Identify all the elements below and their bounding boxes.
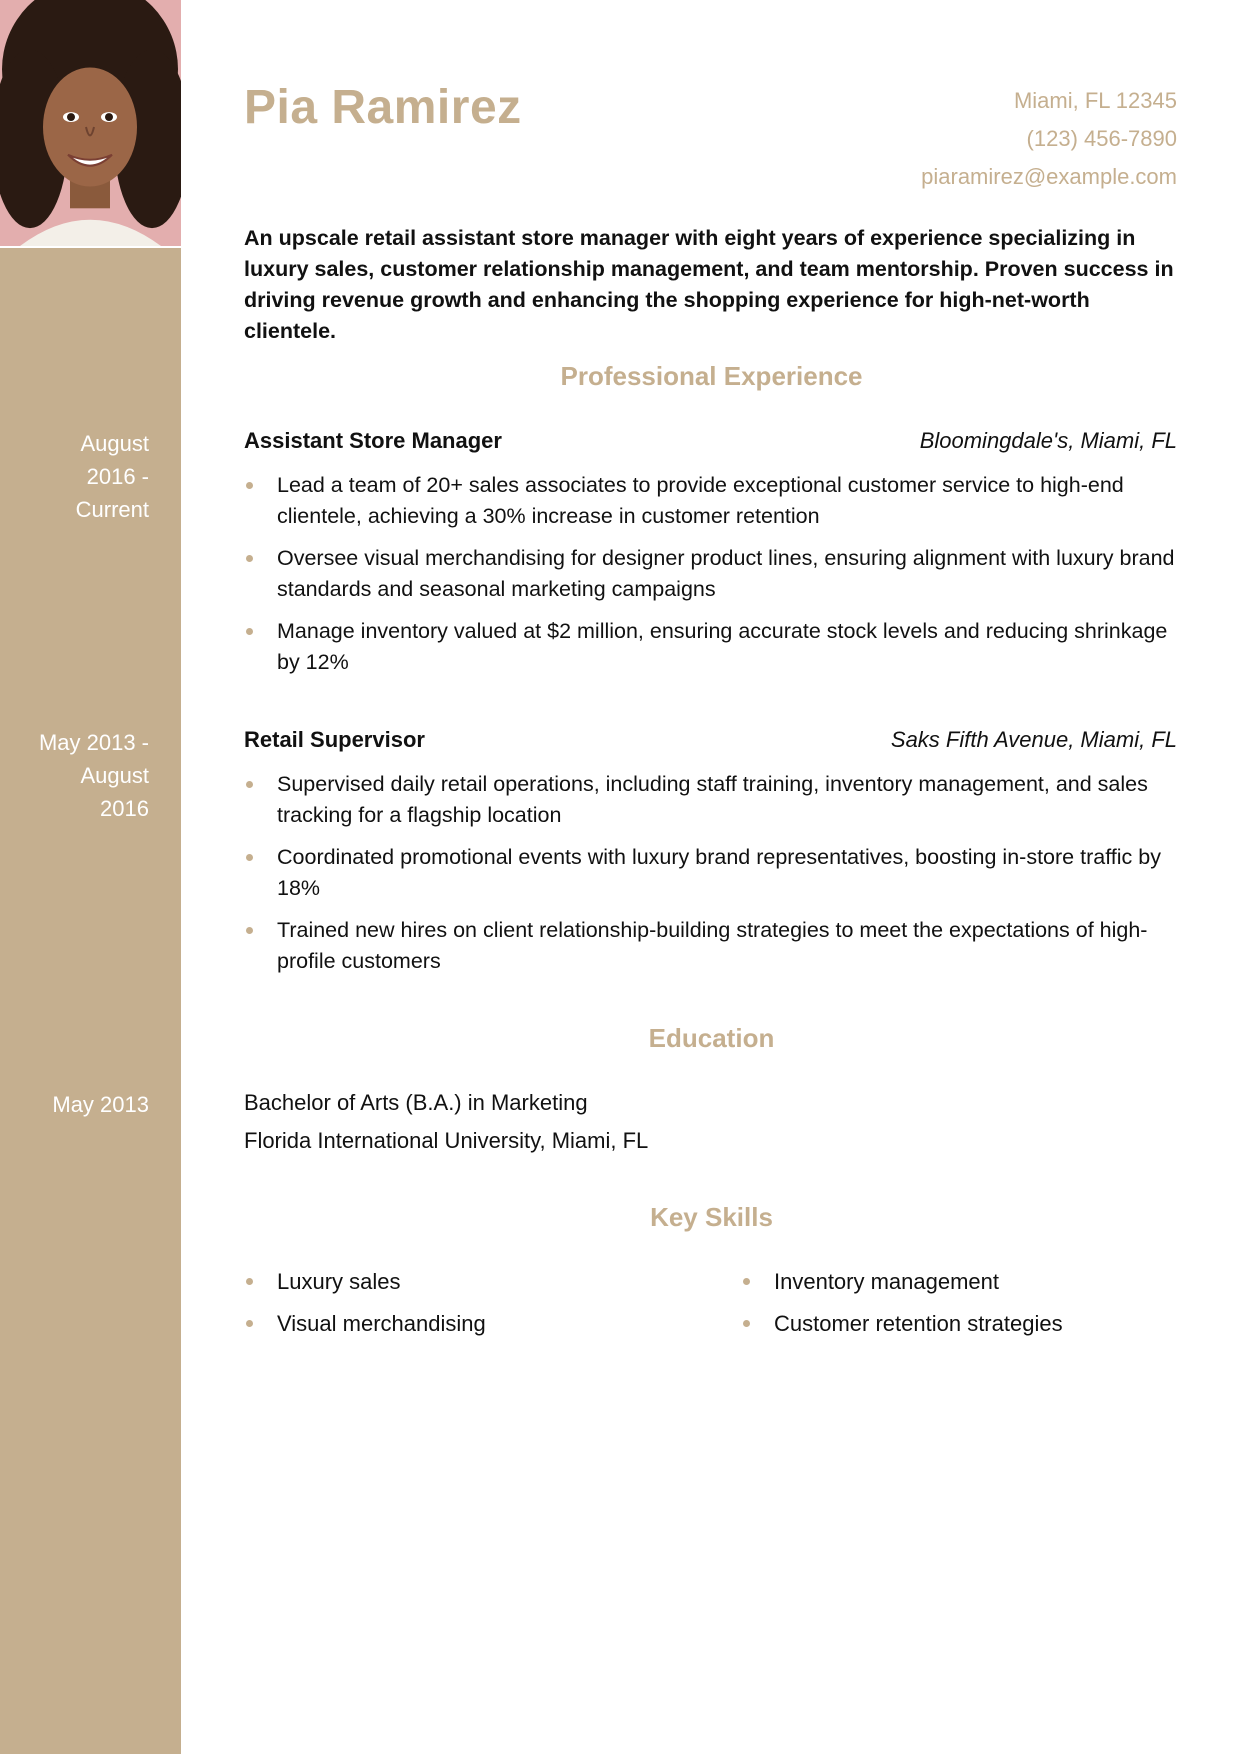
list-item [244, 769, 1179, 831]
bullet-text: Oversee visual merchandising for designer product lines, ensuring alignment with luxury brand standards and seasonal marketing campaigns [277, 546, 1175, 601]
date-line: August [80, 431, 149, 456]
job-title: Retail Supervisor [244, 727, 425, 752]
date-line: Current [75, 497, 149, 522]
list-item [741, 1266, 1063, 1297]
list-item [244, 915, 1179, 977]
job-bullets [244, 470, 1179, 689]
contact-block [921, 82, 1177, 196]
list-item [244, 1308, 486, 1339]
contact-email: piaramirez@example.com [921, 164, 1177, 189]
skill-text: Luxury sales [277, 1269, 401, 1294]
bullet-dot-icon [246, 628, 253, 635]
bullet-dot-icon [246, 781, 253, 788]
date-line: August [80, 763, 149, 788]
skills-section-title: Key Skills [650, 1202, 773, 1232]
experience-section-title: Professional Experience [560, 361, 863, 391]
job-bullets [244, 769, 1179, 988]
job-company: Saks Fifth Avenue, Miami, FL [890, 727, 1177, 752]
bullet-dot-icon [743, 1278, 750, 1285]
skill-text: Inventory management [774, 1269, 1000, 1294]
bullet-text: Lead a team of 20+ sales associates to provide exceptional customer service to high-end clientele, achieving a 30% increase in customer retention [277, 473, 1124, 528]
professional-summary: An upscale retail assistant store manager with eight years of experience specializing in luxury sales, customer relationship management, and team mentorship. Proven success in driving revenue growth and enhancing the shopping experience for high-net-worth clientele. [244, 226, 1174, 343]
date-line: May 2013 - [38, 730, 149, 755]
bullet-dot-icon [743, 1320, 750, 1327]
education-school: Florida International University, Miami, FL [244, 1128, 649, 1153]
education-date [0, 1088, 149, 1121]
list-item [244, 616, 1179, 678]
bullet-dot-icon [246, 854, 253, 861]
skill-text: Customer retention strategies [774, 1311, 1063, 1336]
skills-column-2 [741, 1266, 1063, 1350]
bullet-dot-icon [246, 555, 253, 562]
education-degree: Bachelor of Arts (B.A.) in Marketing [244, 1090, 588, 1115]
list-item [244, 842, 1179, 904]
list-item [741, 1308, 1063, 1339]
bullet-dot-icon [246, 1278, 253, 1285]
bullet-dot-icon [246, 482, 253, 489]
date-line: 2016 - [86, 464, 149, 489]
bullet-text: Coordinated promotional events with luxury brand representatives, boosting in-store traffic by 18% [277, 845, 1161, 900]
skills-column-1 [244, 1266, 486, 1350]
profile-photo [0, 0, 181, 248]
experience-2-date [0, 726, 149, 825]
candidate-name: Pia Ramirez [244, 81, 522, 134]
bullet-text: Manage inventory valued at $2 million, ensuring accurate stock levels and reducing shrinkage by 12% [277, 619, 1168, 674]
bullet-dot-icon [246, 1320, 253, 1327]
sidebar [0, 0, 181, 1754]
list-item [244, 543, 1179, 605]
job-company: Bloomingdale's, Miami, FL [919, 428, 1177, 453]
list-item [244, 470, 1179, 532]
contact-address: Miami, FL 12345 [1013, 88, 1177, 113]
education-section-title: Education [648, 1023, 775, 1053]
contact-phone: (123) 456-7890 [1026, 126, 1177, 151]
skill-text: Visual merchandising [277, 1311, 486, 1336]
bullet-text: Supervised daily retail operations, including staff training, inventory management, and sales tracking for a flagship location [277, 772, 1148, 827]
bullet-text: Trained new hires on client relationship-building strategies to meet the expectations of high-profile customers [277, 918, 1148, 973]
date-line: 2016 [100, 796, 149, 821]
job-title: Assistant Store Manager [244, 428, 502, 453]
list-item [244, 1266, 486, 1297]
date-line: May 2013 [52, 1092, 149, 1117]
experience-1-date [0, 427, 149, 526]
bullet-dot-icon [246, 927, 253, 934]
